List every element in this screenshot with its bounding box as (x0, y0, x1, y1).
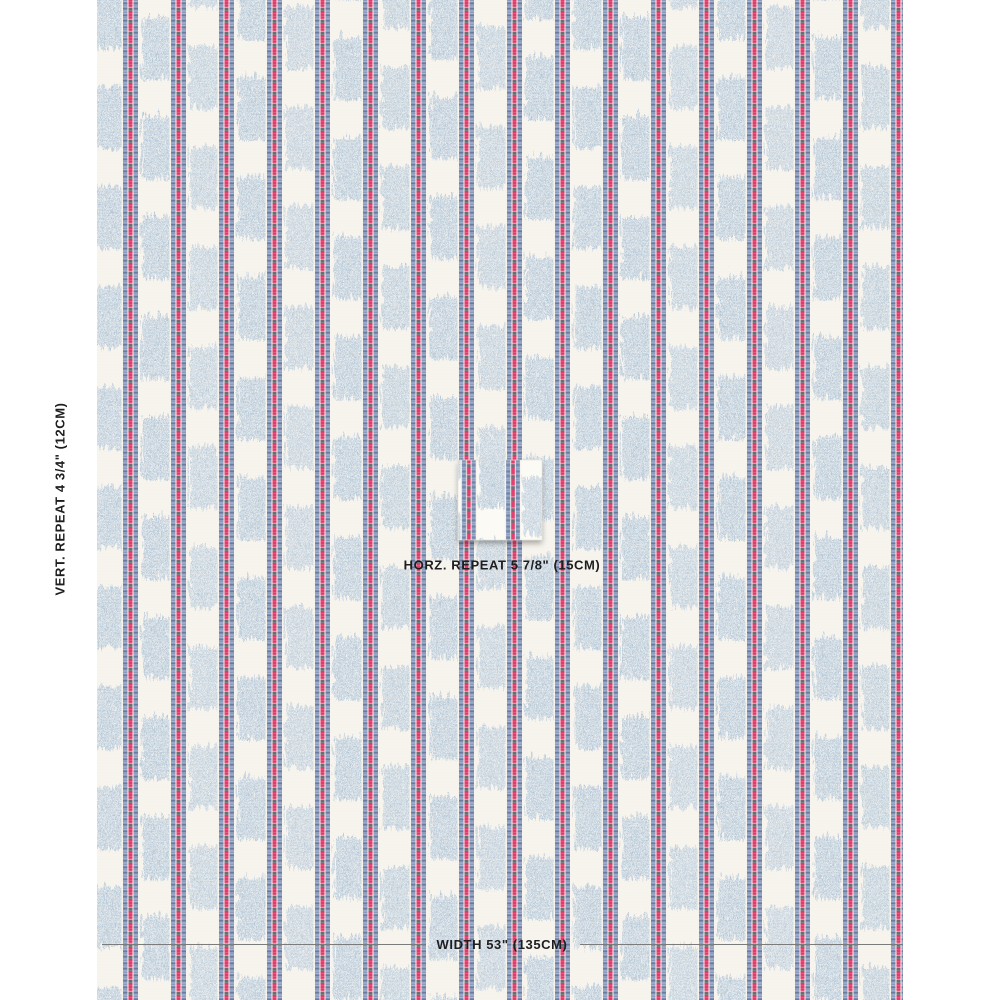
horizontal-repeat-label: HORZ. REPEAT 5 7/8" (15CM) (403, 557, 601, 573)
width-label: WIDTH 53" (135CM) (436, 936, 568, 952)
width-dimension-line-left (102, 944, 424, 945)
fabric-swatch-image (97, 0, 903, 1000)
width-dimension (102, 937, 902, 951)
width-dimension-line-right (580, 944, 902, 945)
vertical-repeat-label: VERT. REPEAT 4 3/4" (12CM) (52, 402, 68, 596)
